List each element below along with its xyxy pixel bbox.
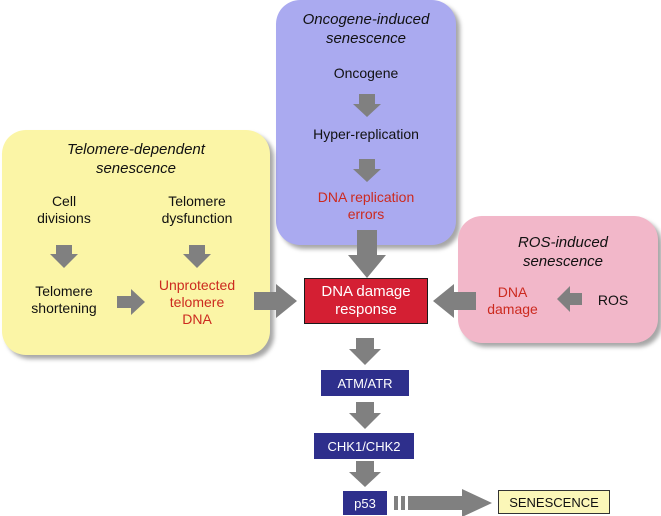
hyper-replication-label: Hyper-replication — [313, 126, 419, 142]
arrow-ros-to-damage — [557, 286, 582, 312]
oncogene-label: Oncogene — [333, 65, 399, 81]
ros-panel-title: ROS-induced senescence — [517, 234, 609, 270]
telomere-shortening-label: Telomere shortening — [31, 283, 97, 316]
arrow-atm-to-chk — [349, 402, 381, 429]
ros-label: ROS — [597, 292, 629, 308]
arrow-damage-to-ddr — [433, 284, 476, 318]
arrow-unprotected-to-ddr — [254, 284, 297, 318]
telomere-dysfunction-label: Telomere dysfunction — [161, 193, 233, 226]
arrow-dysfunction-to-unprotected — [183, 245, 211, 268]
dna-damage-label: DNA damage — [487, 284, 538, 317]
arrow-shortening-to-unprotected — [117, 289, 145, 315]
arrow-errors-to-ddr — [348, 230, 386, 278]
dash-2 — [401, 496, 405, 510]
arrow-chk-to-p53 — [349, 461, 381, 487]
dna-replication-errors-label: DNA replication errors — [317, 189, 415, 222]
cell-divisions-label: Cell divisions — [37, 193, 91, 226]
unprotected-telomere-dna-label: Unprotected telomere DNA — [158, 277, 236, 327]
arrow-hyper-to-errors — [353, 159, 381, 182]
arrow-p53-to-senescence — [408, 489, 492, 516]
senescence-box: SENESCENCE — [498, 490, 610, 514]
dash-1 — [394, 496, 398, 510]
arrow-oncogene-to-hyper — [353, 94, 381, 117]
p53-box: p53 — [343, 491, 387, 515]
dna-damage-response-box: DNA damage response — [304, 278, 428, 324]
chk1-chk2-box: CHK1/CHK2 — [314, 433, 414, 459]
oncogene-panel-title: Oncogene-induced senescence — [302, 11, 430, 47]
atm-atr-box: ATM/ATR — [321, 370, 409, 396]
arrow-divisions-to-shortening — [50, 245, 78, 268]
arrow-ddr-to-atm — [349, 338, 381, 365]
telomere-panel-title: Telomere-dependent senescence — [67, 141, 205, 177]
